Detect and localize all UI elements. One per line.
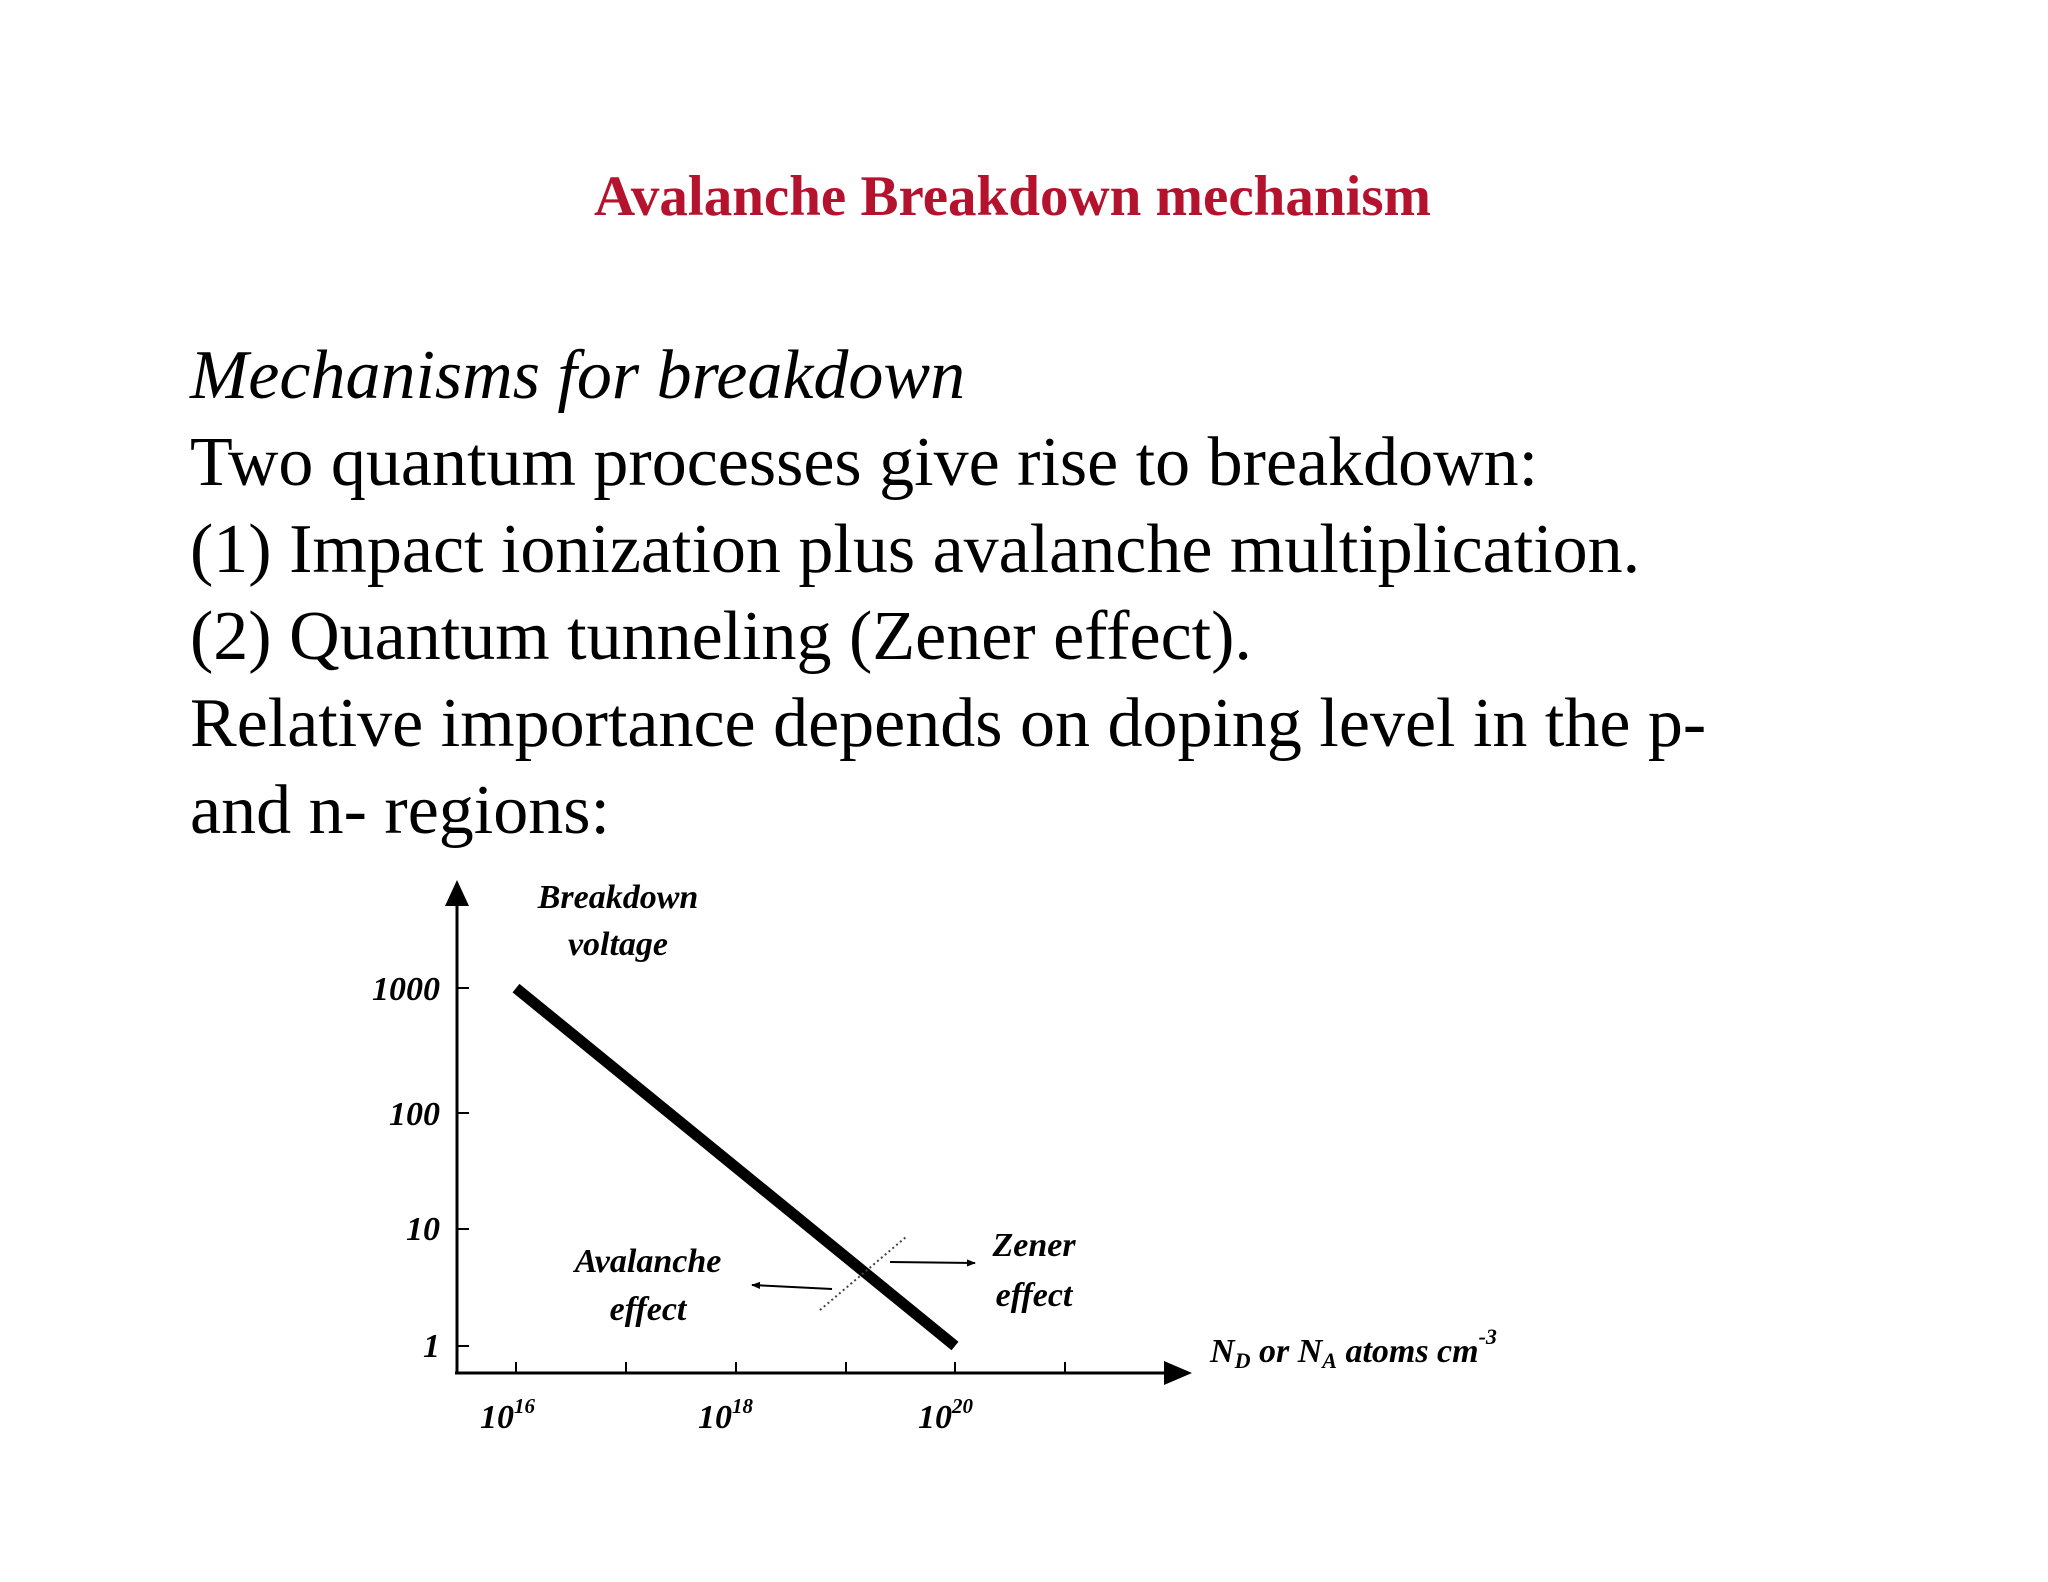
body-line: Relative importance depends on doping level in the p- xyxy=(190,685,1707,762)
x-tick-label: $10^{18}$ xyxy=(698,1394,753,1436)
body-line: Two quantum processes give rise to breakdown: xyxy=(190,424,1539,501)
zener-label: Zener xyxy=(992,1227,1076,1264)
breakdown-voltage-line xyxy=(516,988,955,1346)
slide-title: Avalanche Breakdown mechanism xyxy=(593,165,1432,228)
x-axis-arrow-icon xyxy=(1164,1361,1192,1385)
list-item-quantum-tunneling: (2) Quantum tunneling (Zener effect). xyxy=(190,598,1252,675)
avalanche-arrow-icon xyxy=(752,1285,832,1289)
x-tick-label: $10^{20}$ xyxy=(918,1394,973,1436)
avalanche-label: effect xyxy=(609,1291,687,1328)
y-tick-label: 10 xyxy=(406,1211,440,1248)
section-heading: Mechanisms for breakdown xyxy=(190,337,966,414)
zener-label: effect xyxy=(995,1277,1073,1314)
y-tick-label: 100 xyxy=(389,1096,440,1133)
y-axis-label: Breakdown xyxy=(537,879,699,916)
zener-arrow-icon xyxy=(890,1262,975,1263)
x-tick-label: $10^{16}$ xyxy=(480,1394,535,1436)
y-axis-label: voltage xyxy=(567,926,669,963)
list-item-impact-ionization: (1) Impact ionization plus avalanche multiplication. xyxy=(190,511,1641,588)
avalanche-label: Avalanche xyxy=(574,1243,722,1280)
y-axis-arrow-icon xyxy=(445,880,469,906)
body-line: and n- regions: xyxy=(190,772,610,849)
y-tick-label: 1000 xyxy=(372,971,440,1008)
y-tick-label: 1 xyxy=(423,1328,440,1365)
x-axis-label: ND or NA atoms $cm^{-3}$ xyxy=(1210,1324,1497,1373)
